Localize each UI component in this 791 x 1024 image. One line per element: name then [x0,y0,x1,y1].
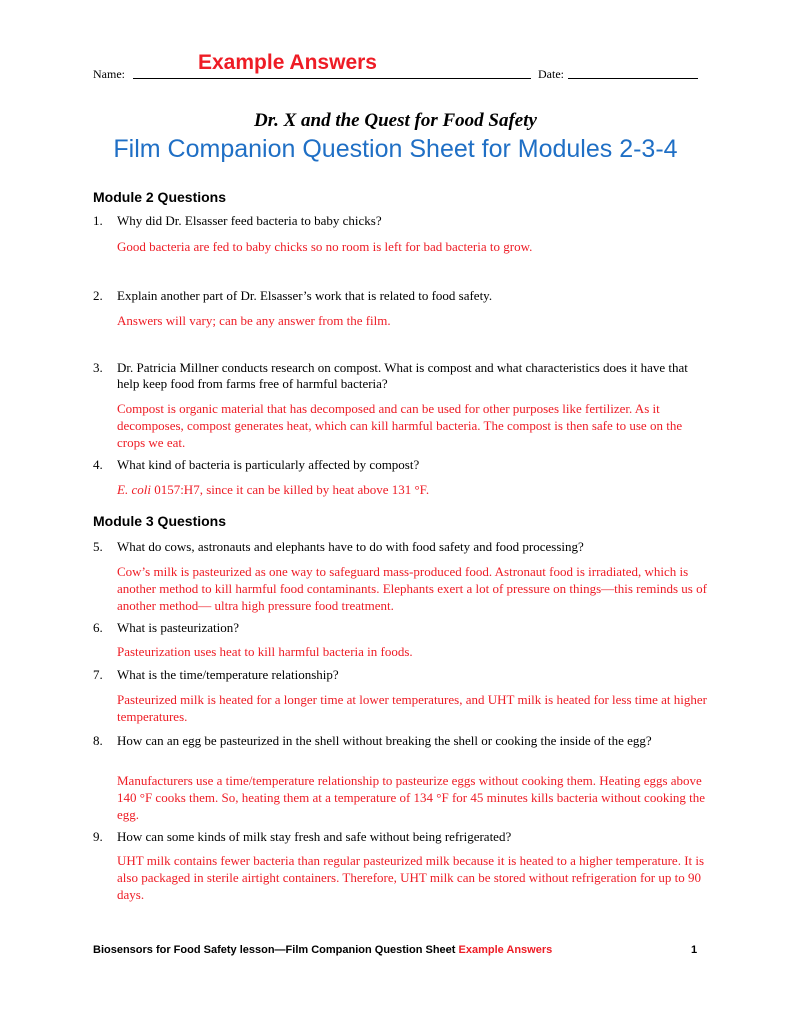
answer-text: Manufacturers use a time/temperature relationship to pasteurize eggs without cooking them. Heating eggs above 140 °F cooks them. So, heating them at a temperature of 134 °F for 45 minutes kills bacteria without cooking the egg. [117,773,706,822]
question-number: 4. [93,457,103,472]
footer-example-answers: Example Answers [458,944,553,956]
question-text: Why did Dr. Elsasser feed bacteria to baby chicks? [117,213,382,228]
question-text: How can some kinds of milk stay fresh and safe without being refrigerated? [117,829,512,844]
answer-text: Good bacteria are fed to baby chicks so no room is left for bad bacteria to grow. [117,239,533,254]
question-number: 9. [93,829,103,844]
name-label: Name: [93,67,125,81]
example-answers-stamp: Example Answers [198,51,377,74]
answer-text: Pasteurized milk is heated for a longer time at lower temperatures, and UHT milk is heated for less time at higher temperatures. [117,692,707,724]
question-number: 2. [93,288,103,303]
question-number: 5. [93,539,103,554]
question-number: 3. [93,360,103,375]
module-3-heading: Module 3 Questions [93,513,227,529]
question-number: 6. [93,620,103,635]
module-2-heading: Module 2 Questions [93,189,227,205]
question-text: What is the time/temperature relationship? [117,667,339,682]
answer-italic-term: E. coli [117,482,151,497]
answer-text: UHT milk contains fewer bacteria than regular pasteurized milk because it is heated to a higher temperature. It is also packaged in sterile airtight containers. Therefore, UHT milk can be stored without refrigeration for up to 90 days. [117,853,705,902]
question-text: How can an egg be pasteurized in the shell without breaking the shell or cooking the inside of the egg? [117,733,652,748]
question-number: 8. [93,733,103,748]
date-label: Date: [538,67,564,81]
question-text: Explain another part of Dr. Elsasser’s work that is related to food safety. [117,288,493,303]
answer-text: Cow’s milk is pasteurized as one way to safeguard mass-produced food. Astronaut food is irradiated, which is another method to kill harmful food contaminants. Elephants exert a lot of pressure on things—this reminds us of another method— ultra high pressure food treatment. [117,564,707,613]
answer-text: Answers will vary; can be any answer from the film. [117,313,391,328]
footer-text [93,944,552,956]
question-text: What is pasteurization? [117,620,240,635]
question-text: Dr. Patricia Millner conducts research on compost. What is compost and what characteristics does it have that help keep food from farms free of harmful bacteria? [117,360,688,391]
answer-text [117,481,707,498]
answer-text: Compost is organic material that has decomposed and can be used for other purposes like fertilizer. As it decomposes, compost generates heat, which can kill harmful bacteria. The compost is then safe to use on the crops we eat. [117,401,683,450]
document-subtitle: Dr. X and the Quest for Food Safety [254,110,537,131]
answer-text: Pasteurization uses heat to kill harmful bacteria in foods. [117,644,413,659]
date-field-line [568,78,698,79]
name-field-line [133,78,531,79]
answer-rest: 0157:H7, since it can be killed by heat above 131 °F. [150,482,430,497]
document-title: Film Companion Question Sheet for Modules 2-3-4 [113,135,678,163]
question-number: 7. [93,667,103,682]
question-number: 1. [93,213,103,228]
page-number: 1 [691,944,698,956]
footer-lesson-title: Biosensors for Food Safety lesson—Film Companion Question Sheet [93,944,459,956]
question-text: What do cows, astronauts and elephants have to do with food safety and food processing? [117,539,584,554]
question-text: What kind of bacteria is particularly affected by compost? [117,457,420,472]
